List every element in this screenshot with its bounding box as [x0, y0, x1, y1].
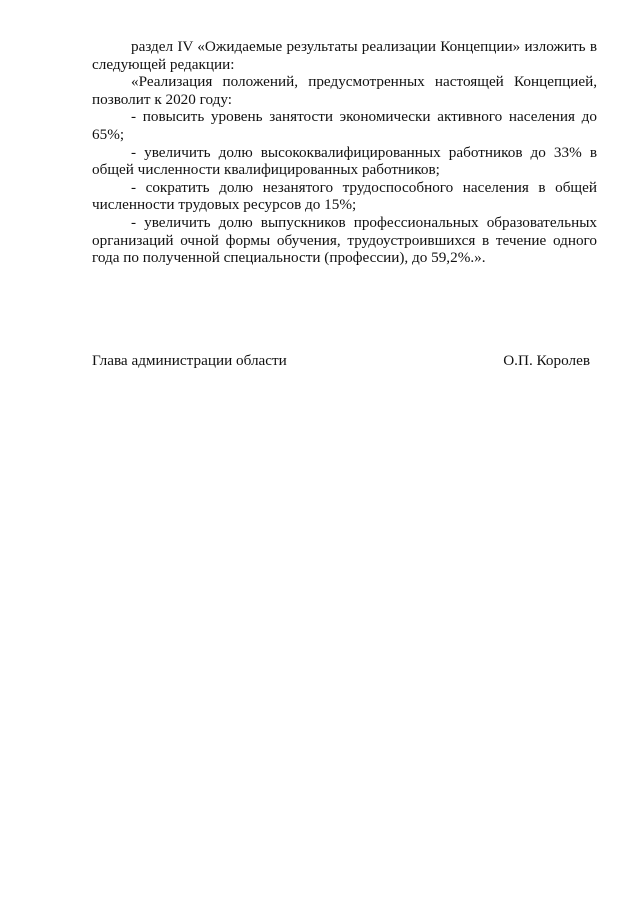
signatory-position: Глава администрации области — [92, 352, 287, 369]
paragraph-unemployment-goal: - сократить долю незанятого трудоспособного населения в общей численности трудовых ресурсов до 15%; — [92, 178, 597, 214]
paragraph-employment-goal: - повысить уровень занятости экономически активного населения до 65%; — [92, 108, 597, 143]
signature-block — [92, 352, 590, 370]
paragraph-graduates-goal: - увеличить долю выпускников профессиональных образовательных организаций очной формы обучения, трудоустроившихся в течение одного года по полученной специальности (профессии), до 59,2%.». — [92, 213, 597, 267]
document-body — [92, 38, 597, 267]
signatory-name: О.П. Королев — [503, 352, 590, 369]
paragraph-section-heading: раздел IV «Ожидаемые результаты реализации Концепции» изложить в следующей редакции: — [92, 38, 597, 73]
paragraph-qualified-workers-goal: - увеличить долю высококвалифицированных работников до 33% в общей численности квалифицированных работников; — [92, 143, 597, 179]
paragraph-intro: «Реализация положений, предусмотренных настоящей Концепцией, позволит к 2020 году: — [92, 73, 597, 108]
